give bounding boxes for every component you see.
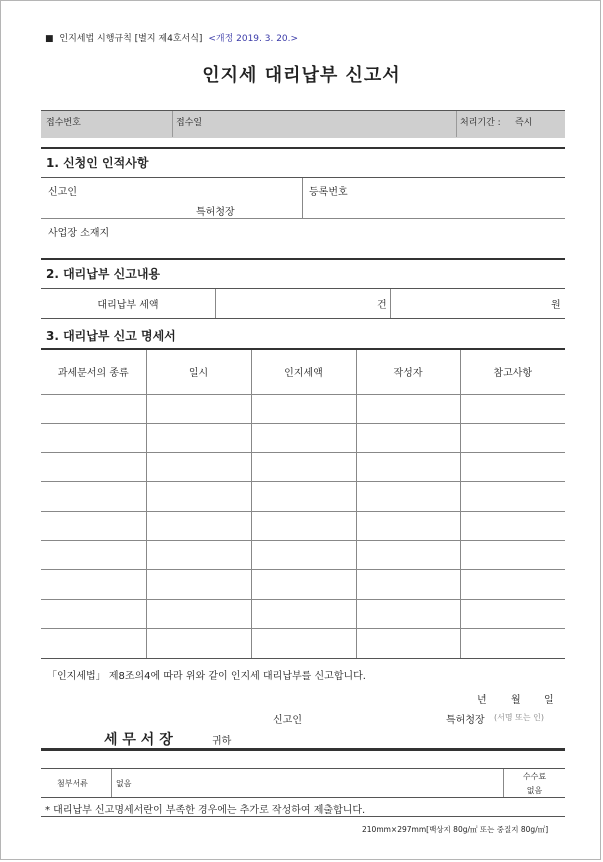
table-cell[interactable] [41,423,146,452]
table-cell[interactable] [41,570,146,599]
table-cell[interactable] [460,540,565,569]
table-cell[interactable] [41,511,146,540]
addressee-suffix: 귀하 [212,736,232,747]
statement-table [41,350,565,658]
count-unit: 건 [377,300,387,311]
table-cell[interactable] [356,570,460,599]
section2-heading: 2. 대리납부 신고내용 [46,267,161,281]
table-row [41,570,565,599]
page-title: 인지세 대리납부 신고서 [202,65,401,86]
table-cell[interactable] [146,394,251,423]
table-cell[interactable] [251,570,356,599]
signature-name: 특허청장 [446,715,485,726]
table-cell[interactable] [41,628,146,657]
table-cell[interactable] [460,394,565,423]
proxy-tax-amount-label: 대리납부 세액 [97,300,159,311]
won-unit: 원 [551,300,561,311]
table-cell[interactable] [251,482,356,511]
table-cell[interactable] [356,511,460,540]
table-cell[interactable] [251,394,356,423]
column-header: 작성자 [356,350,460,394]
table-row [41,453,565,482]
table-cell[interactable] [251,599,356,628]
table-cell[interactable] [41,394,146,423]
table-cell[interactable] [460,453,565,482]
table-cell[interactable] [146,599,251,628]
table-cell[interactable] [251,628,356,657]
table-row [41,394,565,423]
date-day: 일 [544,695,554,706]
table-cell[interactable] [356,540,460,569]
law-reference: 인지세법 시행규칙 [별지 제4호서식] [59,34,203,44]
date-year: 년 [477,695,487,706]
table-row [41,599,565,628]
declaration-statement: 「인지세법」 제8조의4에 따라 위와 같이 인지세 대리납부를 신고합니다. [47,671,366,682]
paper-spec: 210mm×297mm[백상지 80g/㎡ 또는 중질지 80g/㎡] [362,825,549,834]
attachments-label: 첨부서류 [57,779,88,788]
column-header: 일시 [146,350,251,394]
table-cell[interactable] [356,453,460,482]
table-row [41,482,565,511]
table-cell[interactable] [356,628,460,657]
table-cell[interactable] [251,540,356,569]
table-cell[interactable] [460,511,565,540]
column-header: 참고사항 [460,350,565,394]
table-cell[interactable] [146,453,251,482]
table-cell[interactable] [460,423,565,452]
table-cell[interactable] [146,540,251,569]
table-row [41,540,565,569]
date-month: 월 [511,695,521,706]
section1-heading: 1. 신청인 인적사항 [46,156,149,170]
table-cell[interactable] [356,599,460,628]
revision-note: <개정 2019. 3. 20.> [208,34,299,44]
attachments-value: 없음 [116,779,132,788]
fee-label: 수수료 [522,772,547,781]
table-cell[interactable] [41,453,146,482]
table-cell[interactable] [460,570,565,599]
addressee-name: 세 무 서 장 [104,732,173,748]
sign-or-seal-note: (서명 또는 인) [494,713,544,722]
processing-period-label: 처리기간 : [460,118,501,128]
form-reference [45,31,298,44]
table-cell[interactable] [251,423,356,452]
business-address-label: 사업장 소재지 [48,228,110,239]
table-cell[interactable] [356,394,460,423]
table-cell[interactable] [356,423,460,452]
table-row [41,511,565,540]
registration-number-label: 등록번호 [309,187,348,198]
table-cell[interactable] [146,570,251,599]
table-row [41,423,565,452]
table-cell[interactable] [251,511,356,540]
table-cell[interactable] [146,482,251,511]
table-cell[interactable] [460,628,565,657]
table-row [41,628,565,657]
declarant-label: 신고인 [48,187,77,198]
table-cell[interactable] [460,599,565,628]
table-cell[interactable] [41,540,146,569]
bullet-icon: ■ [45,34,54,44]
table-cell[interactable] [251,453,356,482]
declarant-value: 특허청장 [196,207,235,218]
column-header: 인지세액 [251,350,356,394]
table-cell[interactable] [146,423,251,452]
section3-heading: 3. 대리납부 신고 명세서 [46,329,176,343]
column-header: 과세문서의 종류 [41,350,146,394]
footnote: * 대리납부 신고명세서란이 부족한 경우에는 추가로 작성하여 제출합니다. [45,805,366,816]
receipt-date-label: 접수일 [176,118,203,128]
fee-value: 없음 [526,786,543,795]
table-cell[interactable] [146,628,251,657]
table-cell[interactable] [460,482,565,511]
table-cell[interactable] [356,482,460,511]
table-cell[interactable] [41,599,146,628]
processing-period-value: 즉시 [515,118,533,128]
receipt-number-label: 접수번호 [46,118,81,128]
table-cell[interactable] [146,511,251,540]
table-cell[interactable] [41,482,146,511]
table-header-row [41,350,565,394]
signature-label: 신고인 [273,715,302,726]
